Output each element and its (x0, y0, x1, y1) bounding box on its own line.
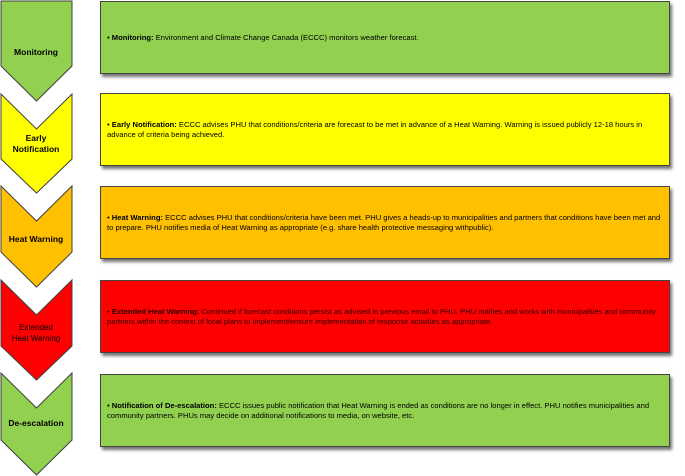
stage-description (107, 307, 661, 327)
stage-box-monitoring (100, 1, 670, 74)
bullet: • (107, 306, 110, 316)
stage-label-line: Extended (19, 323, 53, 332)
stage-text: ECCC advises PHU that conditions/criteria have been met. PHU gives a heads-up to municipalities and partners that conditions have been met and to prepare. PHU notifies media of Heat Warning as appropriate (e.g. share health protective messaging withpublic). (107, 212, 661, 232)
stage-description (107, 401, 661, 421)
stage-box-early-notification (100, 93, 670, 166)
stage-label-line: Notification (12, 144, 60, 154)
stage-label-line: Heat Warning (8, 234, 64, 244)
stage-title: Heat Warning: (111, 212, 163, 222)
stage-text: Continued if forecast conditions persist as advised in previous email to PHU. PHU notifies and works with municipalities and community partners within the context of local plans to implement/ensure implementation of response activities as appropriate. (107, 306, 656, 326)
bullet: • (107, 119, 110, 129)
stage-title: Early Notification: (111, 119, 177, 129)
stage-label-early-notification (0, 133, 72, 155)
bullet: • (107, 32, 110, 42)
stage-description (107, 120, 661, 140)
stage-description (107, 33, 661, 43)
stage-label-line: Monitoring (14, 47, 58, 57)
stage-box-de-escalation (100, 374, 670, 447)
stage-label-de-escalation (0, 418, 72, 429)
bullet: • (107, 400, 110, 410)
stage-title: Notification of De-escalation: (111, 400, 217, 410)
stage-label-line: Early (25, 133, 47, 143)
stage-text: ECCC issues public notification that Heat Warning is ended as conditions are no longer in effect. PHU notifies municipalities and community partners. PHUs may decide on additional notifications to media, on website, etc. (107, 400, 650, 420)
stage-label-extended-heat-warning (0, 322, 72, 344)
stage-label-line: Heat Warning (11, 334, 61, 343)
stage-box-extended-heat-warning (100, 280, 670, 353)
stage-description (107, 213, 661, 233)
stage-text: Environment and Climate Change Canada (ECCC) monitors weather forecast. (155, 32, 419, 42)
stage-box-heat-warning (100, 186, 670, 259)
stage-title: Monitoring: (111, 32, 154, 42)
stage-text: ECCC advises PHU that conditions/criteria are forecast to be met in advance of a Heat Warning. Warning is issued publicly 12-18 hours in advance of criteria being achieved. (107, 119, 643, 139)
stage-title: Extended Heat Warning: (111, 306, 200, 316)
stage-label-monitoring (0, 47, 72, 58)
stage-label-line: De-escalation (8, 418, 64, 428)
stage-label-heat-warning (0, 234, 72, 245)
bullet: • (107, 212, 110, 222)
